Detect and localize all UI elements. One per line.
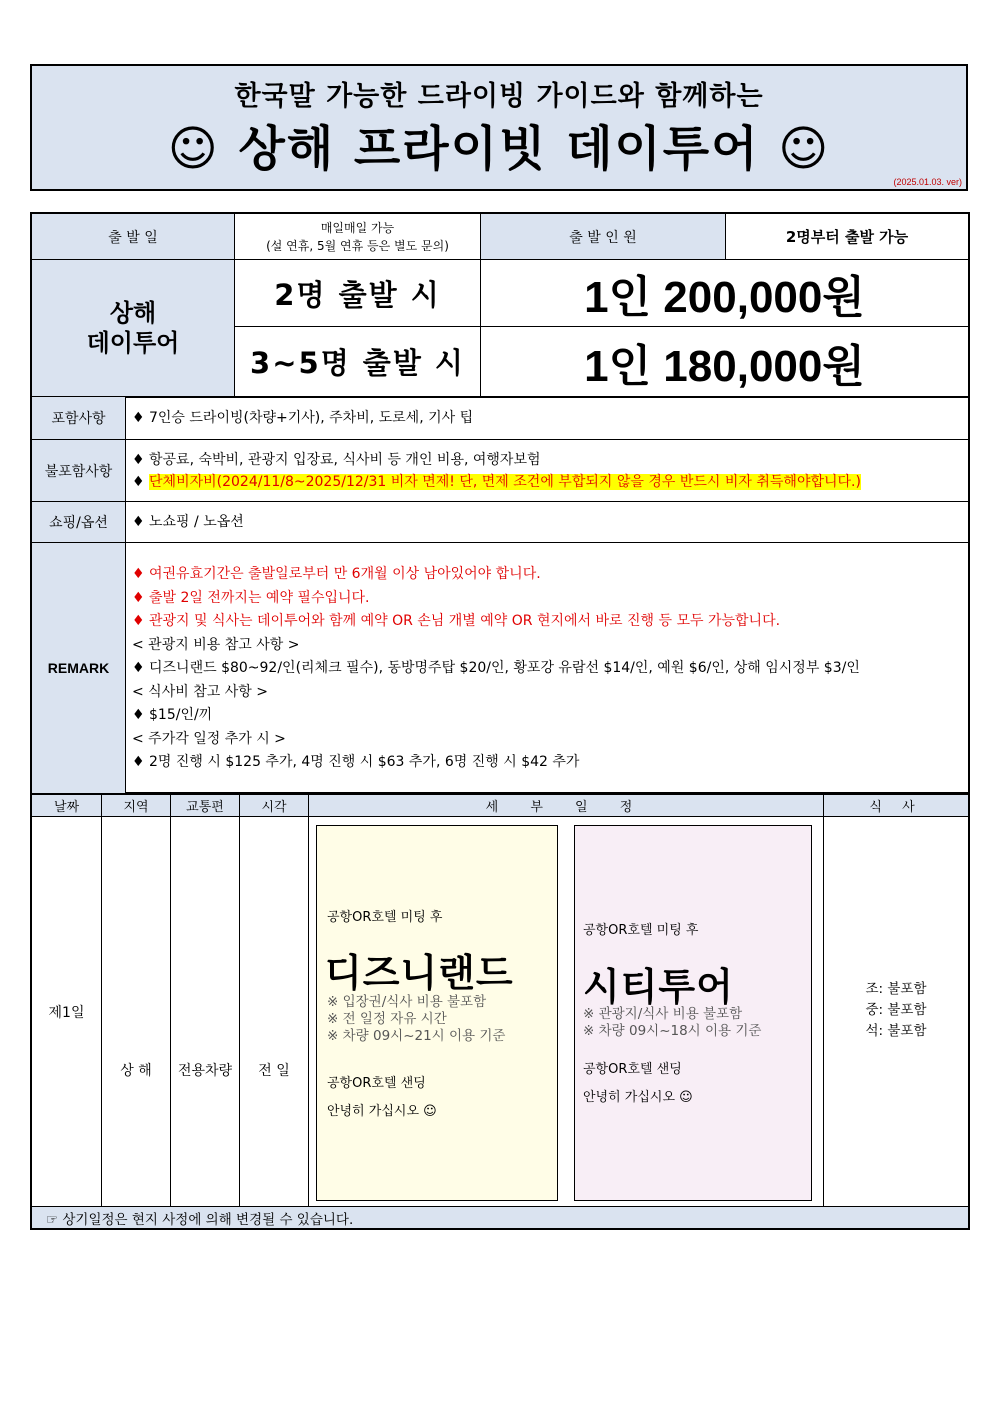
page-title: ☺ 상해 프라이빗 데이투어 ☺ <box>167 121 831 177</box>
meeting-text: 공항OR호텔 미팅 후 <box>583 923 699 938</box>
included-label: 포함사항 <box>32 397 125 439</box>
disneyland-plan <box>316 825 558 1201</box>
shopping-label: 쇼핑/옵션 <box>32 502 125 542</box>
remark-item: ♦ 관광지 및 식사는 데이투어와 함께 예약 OR 손님 개별 예약 OR 현지에서 바로 진행 등 모두 가능합니다. <box>132 613 781 629</box>
remark-item: < 식사비 참고 사항 > <box>132 683 268 700</box>
departure-people-label: 출 발 인 원 <box>481 214 725 259</box>
remark-label: REMARK <box>32 543 125 793</box>
col-header-region: 지역 <box>102 795 170 816</box>
included-text: ♦ 7인승 드라이빙(차량+기사), 주차비, 도로세, 기사 팁 <box>132 409 474 426</box>
visa-notice: 단체비자비(2024/11/8~2025/12/31 비자 면제! 단, 면제 조건에 부합되지 않을 경우 반드시 비자 취득해야합니다.) <box>149 473 861 490</box>
col-header-transport: 교통편 <box>171 795 239 816</box>
col-header-detail: 세 부 일 정 <box>309 795 823 816</box>
remark-item: < 관광지 비용 참고 사항 > <box>132 636 300 653</box>
col-header-day: 날짜 <box>32 795 101 816</box>
day-cell: 제1일 <box>48 1004 85 1021</box>
city-tour-plan <box>574 825 812 1201</box>
disneyland-notes: ※ 입장권/식사 비용 불포함 ※ 전 일정 자유 시간 ※ 차량 09시~21시 이용 기준 <box>327 994 506 1044</box>
disneyland-title: 디즈니랜드 <box>325 951 514 995</box>
remark-item: < 주가각 일정 추가 시 > <box>132 730 286 747</box>
time-cell: 전 일 <box>258 1063 290 1079</box>
price-3-5-label: 3~5명 출발 시 <box>250 346 465 380</box>
price-2-label: 2명 출발 시 <box>274 277 441 312</box>
tour-name: 상해 데이투어 <box>32 260 234 396</box>
version-label: (2025.01.03. ver) <box>893 177 962 187</box>
region-cell: 상 해 <box>120 1063 152 1079</box>
city-tour-notes: ※ 관광지/식사 비용 불포함 ※ 차량 09시~18시 이용 기준 <box>583 1006 762 1039</box>
info-table <box>30 396 970 794</box>
remark-item: ♦ 디즈니랜드 $80~92/인(리체크 필수), 동방명주탑 $20/인, 황포강 유람선 $14/인, 예원 $6/인, 상해 임시정부 $3/인 <box>132 660 860 676</box>
transport-cell: 전용차량 <box>177 1063 233 1079</box>
remark-list <box>132 563 966 779</box>
departure-date-label: 출 발 일 <box>32 214 234 259</box>
excluded-text: ♦ 항공료, 숙박비, 관광지 입장료, 식사비 등 개인 비용, 여행자보험 ♦ 단체비자비(2024/11/8~2025/12/31 비자 면제! 단, 면제 조건에 부합되지 않을 경우 반드시 비자 취득해야합니다.) <box>132 451 861 490</box>
price-table <box>30 212 970 398</box>
price-3-5-value: 1인 180,000원 <box>584 341 865 391</box>
subtitle: 한국말 가능한 드라이빙 가이드와 함께하는 <box>234 81 764 112</box>
price-2-value: 1인 200,000원 <box>584 273 865 322</box>
farewell-text: 안녕히 가십시오 ☺ <box>583 1090 693 1105</box>
farewell-text: 안녕히 가십시오 ☺ <box>327 1104 437 1119</box>
remark-item: ♦ 2명 진행 시 $125 추가, 4명 진행 시 $63 추가, 6명 진행 시 $42 추가 <box>132 754 580 770</box>
schedule-footer-note: ☞ 상기일정은 현지 사정에 의해 변경될 수 있습니다. <box>32 1207 968 1228</box>
departure-date-value: 매일매일 가능 (설 연휴, 5월 연휴 등은 별도 문의) <box>266 220 449 253</box>
sending-text: 공항OR호텔 샌딩 <box>327 1076 426 1091</box>
sending-text: 공항OR호텔 샌딩 <box>583 1062 682 1077</box>
shopping-text: ♦ 노쇼핑 / 노옵션 <box>132 513 244 530</box>
col-header-meal: 식 사 <box>824 795 968 816</box>
meeting-text: 공항OR호텔 미팅 후 <box>327 910 443 925</box>
meal-cell: 조: 불포함 중: 불포함 석: 불포함 <box>865 980 927 1039</box>
remark-item: ♦ 여권유효기간은 출발일로부터 만 6개월 이상 남아있어야 합니다. <box>132 566 541 582</box>
col-header-time: 시각 <box>240 795 308 816</box>
remark-item: ♦ $15/인/끼 <box>132 707 213 723</box>
remark-item: ♦ 출발 2일 전까지는 예약 필수입니다. <box>132 589 370 606</box>
title-banner <box>30 64 968 191</box>
city-tour-title: 시티투어 <box>583 965 734 1009</box>
excluded-label: 불포함사항 <box>32 440 125 501</box>
departure-people-value: 2명부터 출발 가능 <box>785 228 909 246</box>
schedule-table <box>30 793 970 1230</box>
